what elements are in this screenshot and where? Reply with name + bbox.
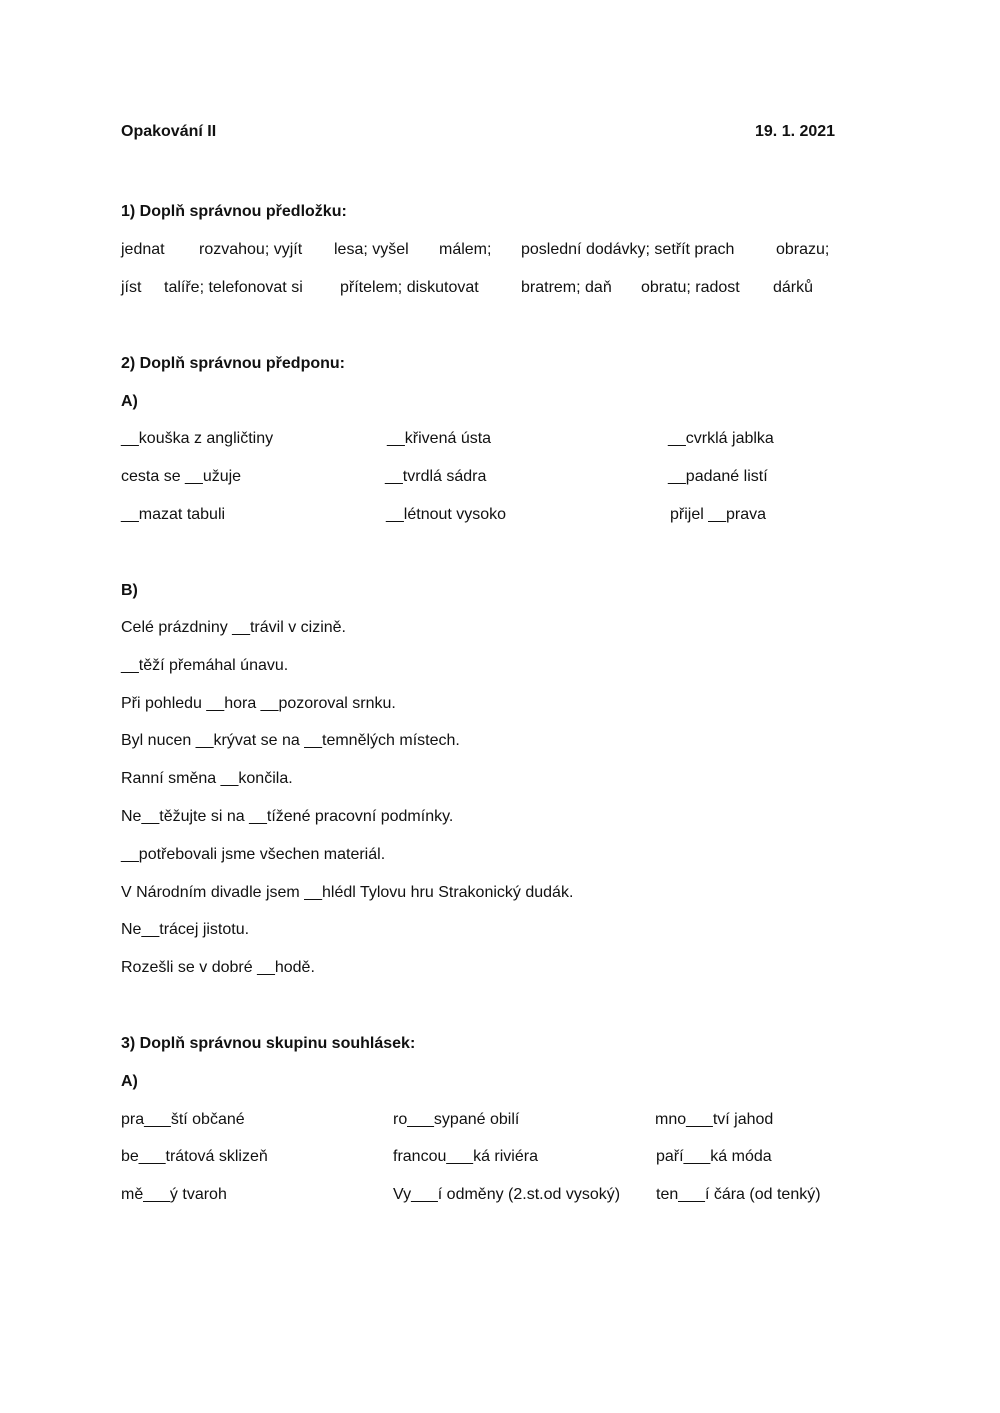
s1-line1-part: poslední dodávky; setřít prach bbox=[521, 241, 735, 258]
exercise-item: __mazat tabuli bbox=[121, 506, 226, 523]
s1-line1-part: lesa; vyšel bbox=[334, 241, 409, 258]
exercise-item: Vy___í odměny (2.st.od vysoký) bbox=[393, 1186, 621, 1203]
exercise-item: mě___ý tvaroh bbox=[121, 1186, 227, 1203]
s1-line2-part: dárků bbox=[773, 279, 814, 296]
s1-line2-part: bratrem; daň bbox=[521, 279, 612, 296]
exercise-sentence: __potřebovali jsme všechen materiál. bbox=[121, 846, 386, 863]
exercise-sentence: Ne__trácej jistotu. bbox=[121, 921, 250, 938]
exercise-item: ro___sypané obilí bbox=[393, 1111, 520, 1128]
page-title: Opakování II bbox=[121, 123, 217, 140]
s1-line2-part: přítelem; diskutovat bbox=[340, 279, 479, 296]
exercise-item: __padané listí bbox=[668, 468, 768, 485]
section2-heading: 2) Doplň správnou předponu: bbox=[121, 355, 345, 372]
exercise-item: __cvrklá jablka bbox=[668, 430, 774, 447]
exercise-sentence: Ne__těžujte si na __tížené pracovní podmínky. bbox=[121, 808, 454, 825]
s1-line1-part: obrazu; bbox=[776, 241, 830, 258]
section2-part-b-label: B) bbox=[121, 582, 138, 599]
s1-line1-part: jednat bbox=[121, 241, 165, 258]
page-date: 19. 1. 2021 bbox=[755, 123, 836, 140]
exercise-sentence: Celé prázdniny __trávil v cizině. bbox=[121, 619, 346, 636]
exercise-item: __létnout vysoko bbox=[386, 506, 507, 523]
exercise-sentence: Ranní směna __končila. bbox=[121, 770, 293, 787]
section3-heading: 3) Doplň správnou skupinu souhlásek: bbox=[121, 1035, 416, 1052]
exercise-item: ten___í čára (od tenký) bbox=[656, 1186, 821, 1203]
exercise-item: paří___ká móda bbox=[656, 1148, 772, 1165]
exercise-item: __křivená ústa bbox=[387, 430, 492, 447]
s1-line1-part: málem; bbox=[439, 241, 492, 258]
exercise-sentence: Při pohledu __hora __pozoroval srnku. bbox=[121, 695, 396, 712]
exercise-item: __tvrdlá sádra bbox=[385, 468, 487, 485]
section1-heading: 1) Doplň správnou předložku: bbox=[121, 203, 347, 220]
s1-line2-part: jíst bbox=[121, 279, 142, 296]
exercise-item: __kouška z angličtiny bbox=[121, 430, 274, 447]
exercise-sentence: __těží přemáhal únavu. bbox=[121, 657, 289, 674]
exercise-item: be___trátová sklizeň bbox=[121, 1148, 268, 1165]
section2-part-a-label: A) bbox=[121, 393, 138, 410]
exercise-sentence: Byl nucen __krývat se na __temnělých místech. bbox=[121, 732, 460, 749]
exercise-item: cesta se __užuje bbox=[121, 468, 242, 485]
exercise-item: přijel __prava bbox=[670, 506, 767, 523]
exercise-item: francou___ká riviéra bbox=[393, 1148, 538, 1165]
exercise-item: mno___tví jahod bbox=[655, 1111, 774, 1128]
s1-line2-part: talíře; telefonovat si bbox=[164, 279, 303, 296]
section3-part-a-label: A) bbox=[121, 1073, 138, 1090]
s1-line2-part: obratu; radost bbox=[641, 279, 740, 296]
exercise-item: pra___ští občané bbox=[121, 1111, 245, 1128]
exercise-sentence: Rozešli se v dobré __hodě. bbox=[121, 959, 315, 976]
s1-line1-part: rozvahou; vyjít bbox=[199, 241, 303, 258]
exercise-sentence: V Národním divadle jsem __hlédl Tylovu hru Strakonický dudák. bbox=[121, 884, 574, 901]
